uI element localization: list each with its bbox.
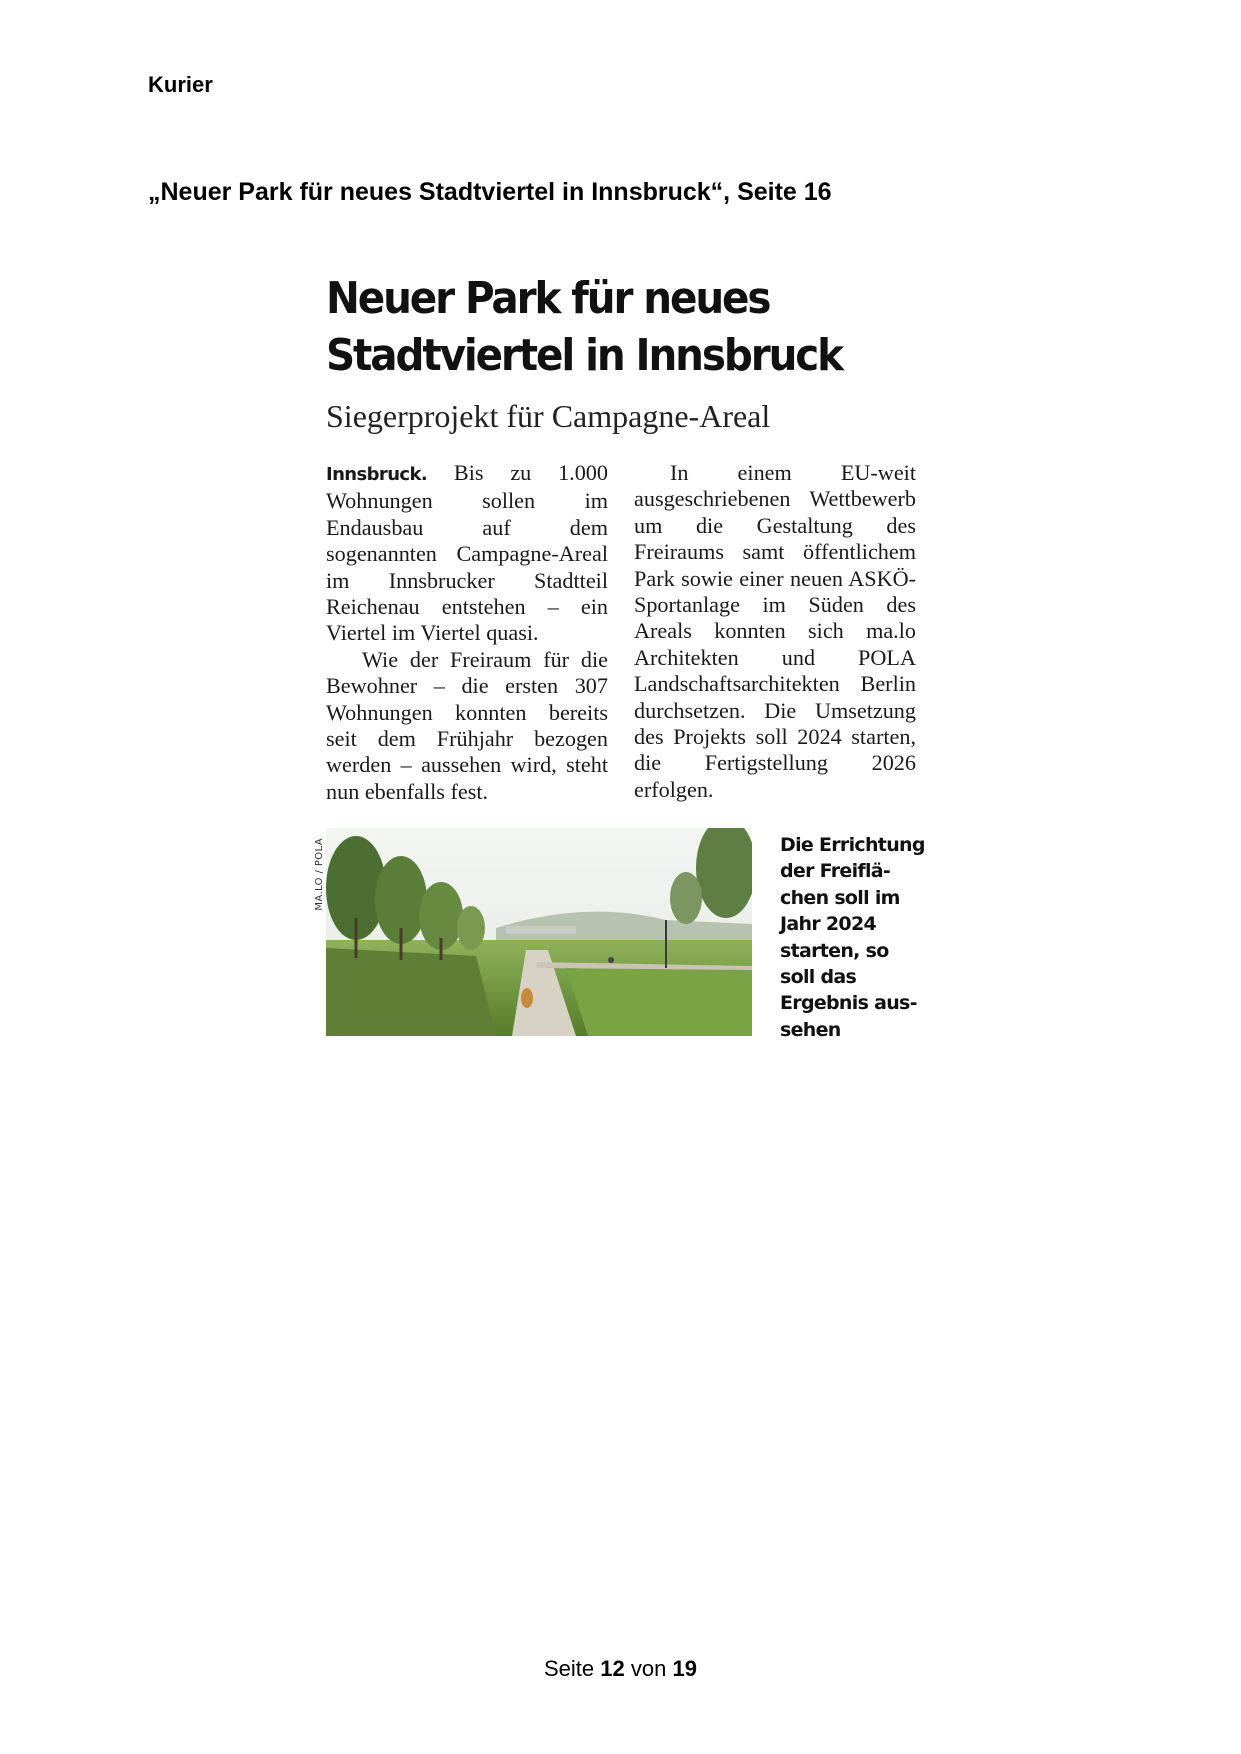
caption-line: sehen (780, 1018, 841, 1041)
photo-caption (780, 832, 925, 1043)
paragraph: Wie der Freiraum für die Bewohner – die ersten 307 Wohnungen konnten bereits seit dem Frühjahr bezogen werden – aussehen wird, steht nun ebenfalls fest. (326, 646, 608, 804)
headline-line-2: Stadtviertel in Innsbruck (326, 330, 842, 381)
person (608, 957, 614, 963)
caption-line: soll das (780, 966, 857, 989)
article-column-right (634, 460, 916, 803)
subheadline: Siegerprojekt für Campagne-Areal (326, 398, 771, 434)
current-page-number: 12 (600, 1656, 625, 1681)
photo-container (314, 828, 752, 1036)
caption-line: starten, so (780, 939, 889, 962)
park-rendering-image (326, 828, 752, 1036)
total-page-count: 19 (672, 1656, 697, 1681)
left-shrubs (326, 948, 496, 1036)
page-footer (0, 1656, 1241, 1682)
caption-line: Die Errichtung (780, 834, 925, 856)
article-column-left (326, 460, 608, 805)
caption-line: der Freiflä- (780, 860, 891, 883)
distant-building (506, 926, 576, 934)
paragraph: In einem EU-weit ausgeschriebenen Wettbewerb um die Gestaltung des Freiraums samt öffentlichem Park sowie einer neuen ASKÖ-Sportanlage im Süden des Areals konnten sich ma.lo Architekten und POLA Landschaftsarchitekten Berlin durchsetzen. Die Umsetzung des Projekts soll 2024 starten, die Fertigstellung 2026 erfolgen. (634, 460, 916, 802)
headline (326, 270, 869, 384)
page-label: Seite (544, 1656, 595, 1681)
document-title: „Neuer Park für neues Stadtviertel in Innsbruck“, Seite 16 (148, 178, 832, 206)
headline-line-1: Neuer Park für neues (326, 273, 770, 324)
source-name: Kurier (148, 72, 213, 97)
paragraph (326, 460, 608, 647)
dateline: Innsbruck. (326, 464, 428, 485)
walking-dog (521, 988, 533, 1008)
page-of-label: von (630, 1656, 667, 1681)
paragraph-text: Bis zu 1.000 Wohnungen sollen im Endausbau auf dem sogenannten Campagne-Areal im Innsbrucker Stadtteil Reichenau entstehen – ein Viertel im Viertel quasi. (326, 460, 608, 646)
newspaper-clipping (314, 270, 925, 1041)
photo-credit: MA.LO / POLA (314, 838, 325, 911)
right-lawn (566, 968, 752, 1036)
caption-line: Ergebnis aus- (780, 992, 917, 1015)
caption-line: Jahr 2024 (780, 913, 876, 936)
caption-line: chen soll im (780, 886, 900, 909)
